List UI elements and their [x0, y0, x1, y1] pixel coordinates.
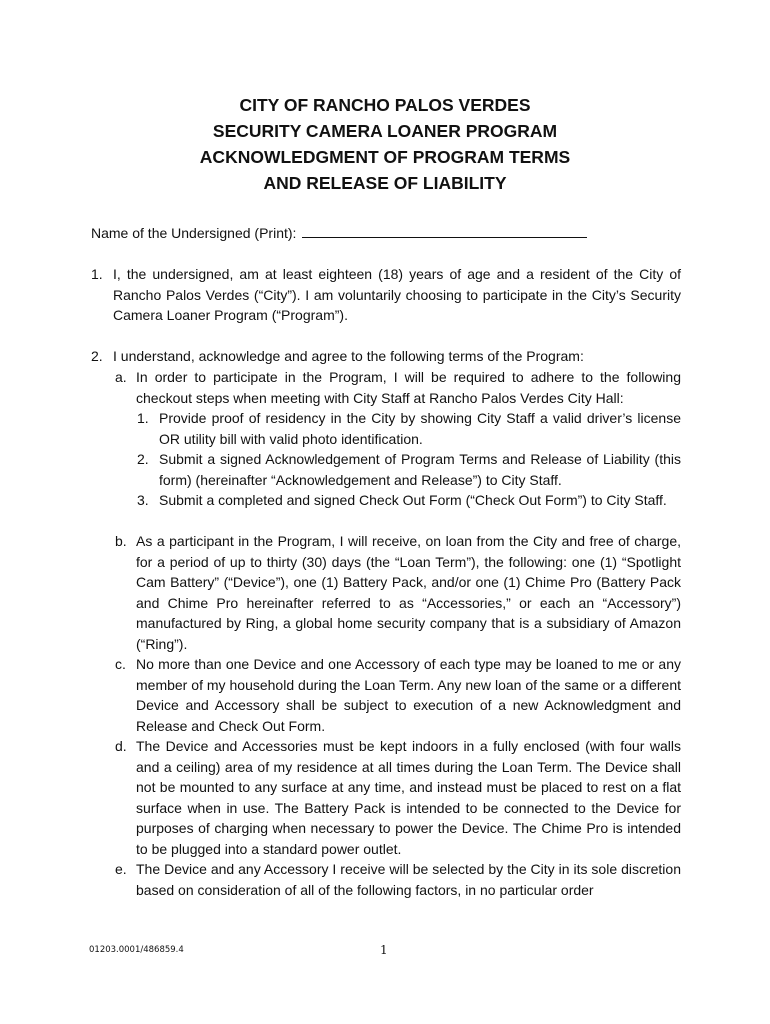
subitem-e-letter: e. — [115, 861, 127, 877]
subitem-a-letter: a. — [115, 369, 127, 385]
title-line: ACKNOWLEDGMENT OF PROGRAM TERMS — [199, 147, 571, 167]
item-1-number: 1. — [91, 266, 103, 282]
title-line: CITY OF RANCHO PALOS VERDES — [239, 95, 531, 115]
step-1-number: 1. — [137, 410, 149, 426]
item-1-text: I, the undersigned, am at least eighteen (18) years of age and a resident of the City of Rancho Palos Verdes (“City”). I am voluntarily choosing to participate in the City’s Security Camera Loaner Program (“Program”). — [113, 266, 681, 323]
subitem-c-text: No more than one Device and one Accessory of each type may be loaned to me or any member of my household during the Loan Term. Any new loan of the same or a different Device and Accessory shall be subject to execution of a new Acknowledgment and Release and Check Out Form. — [136, 656, 681, 734]
subitem-c-letter: c. — [115, 656, 126, 672]
title-line: SECURITY CAMERA LOANER PROGRAM — [212, 121, 558, 141]
document-reference-number: 01203.0001/486859.4 — [89, 945, 184, 955]
page-number: 1 — [380, 943, 388, 957]
item-2-number: 2. — [91, 348, 103, 364]
step-2-text: Submit a signed Acknowledgement of Program Terms and Release of Liability (this form) (hereinafter “Acknowledgement and Release”) to City Staff. — [159, 451, 681, 488]
subitem-b-text: As a participant in the Program, I will receive, on loan from the City and free of charge, for a period of up to thirty (30) days (the “Loan Term”), the following: one (1) “Spotlight Cam Battery” (“Device”), one (1) Battery Pack, and/or one (1) Chime Pro (Battery Pack and Chime Pro hereinafter referred to as “Accessories,” or each an “Accessory”) manufactured by Ring, a global home security company that is a subsidiary of Amazon (“Ring”). — [136, 533, 681, 652]
step-3-number: 3. — [137, 492, 149, 508]
item-2-text: I understand, acknowledge and agree to the following terms of the Program: — [113, 348, 584, 364]
subitem-b-letter: b. — [115, 533, 127, 549]
document-title — [0, 92, 770, 196]
title-line: AND RELEASE OF LIABILITY — [263, 173, 507, 193]
name-signature-blank[interactable] — [302, 223, 587, 238]
subitem-d-text: The Device and Accessories must be kept indoors in a fully enclosed (with four walls and a ceiling) area of my residence at all times during the Loan Term. The Device shall not be mounted to any surface at any time, and instead must be placed to rest on a flat surface when in use. The Battery Pack is intended to be connected to the Device for purposes of charging when necessary to power the Device. The Chime Pro is intended to be plugged into a standard power outlet. — [136, 738, 681, 857]
subitem-e-text: The Device and any Accessory I receive will be selected by the City in its sole discretion based on consideration of all of the following factors, in no particular order — [136, 861, 681, 898]
subitem-a-text: In order to participate in the Program, I will be required to adhere to the following checkout steps when meeting with City Staff at Rancho Palos Verdes City Hall: — [136, 369, 681, 406]
name-field-label: Name of the Undersigned (Print): — [91, 225, 297, 241]
name-field-row — [91, 222, 587, 244]
step-2-number: 2. — [137, 451, 149, 467]
subitem-d-letter: d. — [115, 738, 127, 754]
step-1-text: Provide proof of residency in the City by showing City Staff a valid driver’s license OR utility bill with valid photo identification. — [159, 410, 681, 447]
step-3-text: Submit a completed and signed Check Out Form (“Check Out Form”) to City Staff. — [159, 492, 667, 508]
